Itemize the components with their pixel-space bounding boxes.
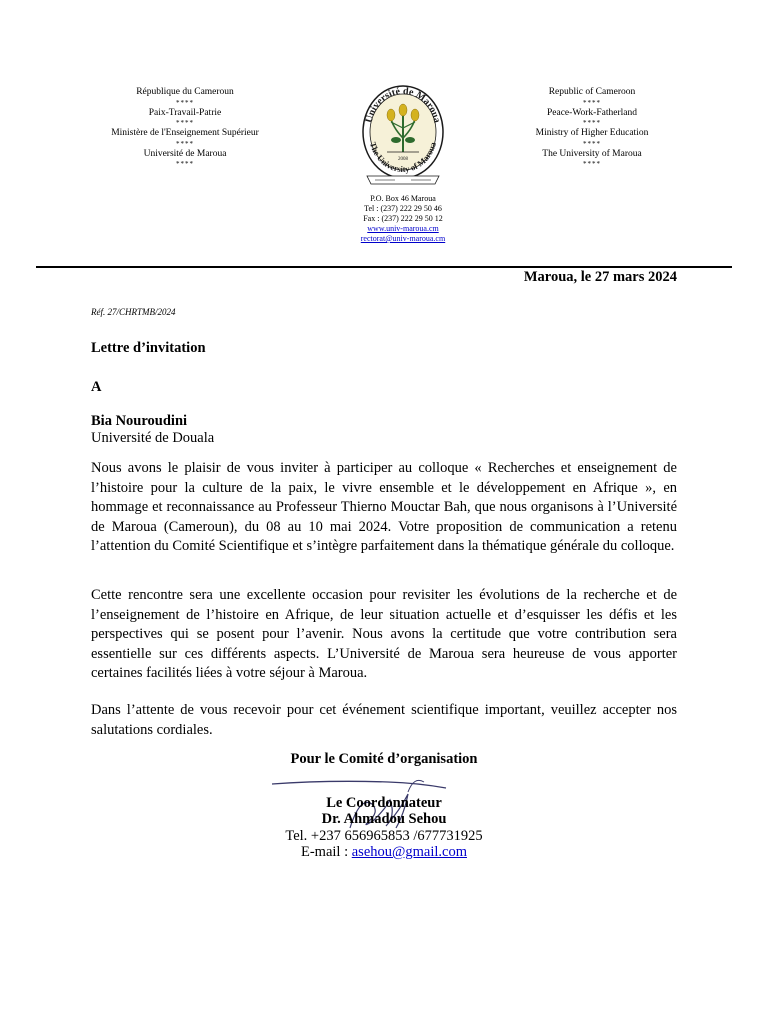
signature-email-label: E-mail : <box>301 844 352 860</box>
recipient-name: Bia Nouroudini <box>91 413 188 429</box>
signature-for-committee: Pour le Comité d’organisation <box>290 751 478 767</box>
header-right-ministry: Ministry of Higher Education <box>535 128 649 138</box>
letter-subject: Lettre d’invitation <box>91 340 206 356</box>
university-seal-icon <box>357 78 449 190</box>
recipient-label: A <box>91 379 102 395</box>
header-left-block <box>85 86 285 168</box>
header-left-country: République du Cameroun <box>136 87 234 97</box>
logo-year: 2008 <box>398 157 408 162</box>
header-left-stars-3: **** <box>176 139 194 148</box>
contact-fax: Fax : (237) 222 29 50 12 <box>363 214 443 223</box>
header-right-stars-1: **** <box>583 98 601 107</box>
recipient-organization: Université de Douala <box>91 430 215 446</box>
contact-tel: Tel : (237) 222 29 50 46 <box>364 204 442 213</box>
logo-top-text: Université de Maroua <box>363 85 443 125</box>
signature-tel: Tel. +237 656965853 /677731925 <box>285 827 483 844</box>
header-right-stars-2: **** <box>583 119 601 127</box>
signature-role: Le Coordonnateur <box>326 794 442 811</box>
signature-email-link[interactable]: asehou@gmail.com <box>351 844 467 860</box>
header-right-motto: Peace-Work-Fatherland <box>547 107 637 118</box>
header-left-ministry: Ministère de l'Enseignement Supérieur <box>111 128 259 138</box>
contact-po-box: P.O. Box 46 Maroua <box>370 194 436 203</box>
university-contact <box>322 194 484 244</box>
header-left-stars-1: **** <box>176 98 194 107</box>
header-left-stars-4: **** <box>176 160 194 168</box>
header-right-stars-3: **** <box>583 139 601 148</box>
body-paragraph-3: Dans l’attente de vous recevoir pour cet événement scientifique important, veuillez accepter nos salutations cordiales. <box>91 702 677 738</box>
contact-website-link[interactable]: www.univ-maroua.cm <box>367 224 439 233</box>
university-logo <box>357 78 449 190</box>
header-left-university: Université de Maroua <box>143 148 227 159</box>
letter-date: Maroua, le 27 mars 2024 <box>523 269 677 285</box>
contact-email-link[interactable]: rectorat@univ-maroua.cm <box>360 234 446 243</box>
recipient-block <box>91 413 214 447</box>
logo-bottom-text: The University of Maroua <box>367 140 438 175</box>
header-right-country: Republic of Cameroon <box>548 87 636 97</box>
signature-block <box>200 751 568 861</box>
header-left-stars-2: **** <box>176 119 194 127</box>
header-right-stars-4: **** <box>583 160 601 168</box>
body-paragraph-1: Nous avons le plaisir de vous inviter à participer au colloque « Recherches et enseignement de l’histoire pour la culture de la paix, le vivre ensemble et le développement en Afrique », en hommage et reconnaissance au Professeur Thierno Mouctar Bah, que nous organisons à l’Université de Maroua (Cameroun), du 08 au 10 mai 2024. Votre proposition de communication a retenu l’attention du Comité Scientifique et s’intègre parfaitement dans la thématique générale du colloque. <box>91 460 677 555</box>
body-paragraph-2: Cette rencontre sera une excellente occasion pour revisiter les évolutions de la recherche et de l’enseignement de l’histoire en Afrique, de leur situation actuelle et d’esquisser les défis et les perspectives qui se posent pour l’avenir. Nous avons la certitude que votre contribution sera essentielle sur ces différents aspects. L’Université de Maroua sera heureuse de vous apporter certaines facilités liées à votre séjour à Maroua. <box>91 587 677 682</box>
header-left-motto: Paix-Travail-Patrie <box>148 107 222 118</box>
header-right-university: The University of Maroua <box>542 148 642 159</box>
header-right-block <box>492 86 692 168</box>
letter-reference: Réf. 27/CHRTMB/2024 <box>91 307 176 317</box>
header-divider <box>36 266 732 268</box>
signature-email-line <box>200 844 568 861</box>
signature-name: Dr. Ahmadou Sehou <box>321 811 447 827</box>
